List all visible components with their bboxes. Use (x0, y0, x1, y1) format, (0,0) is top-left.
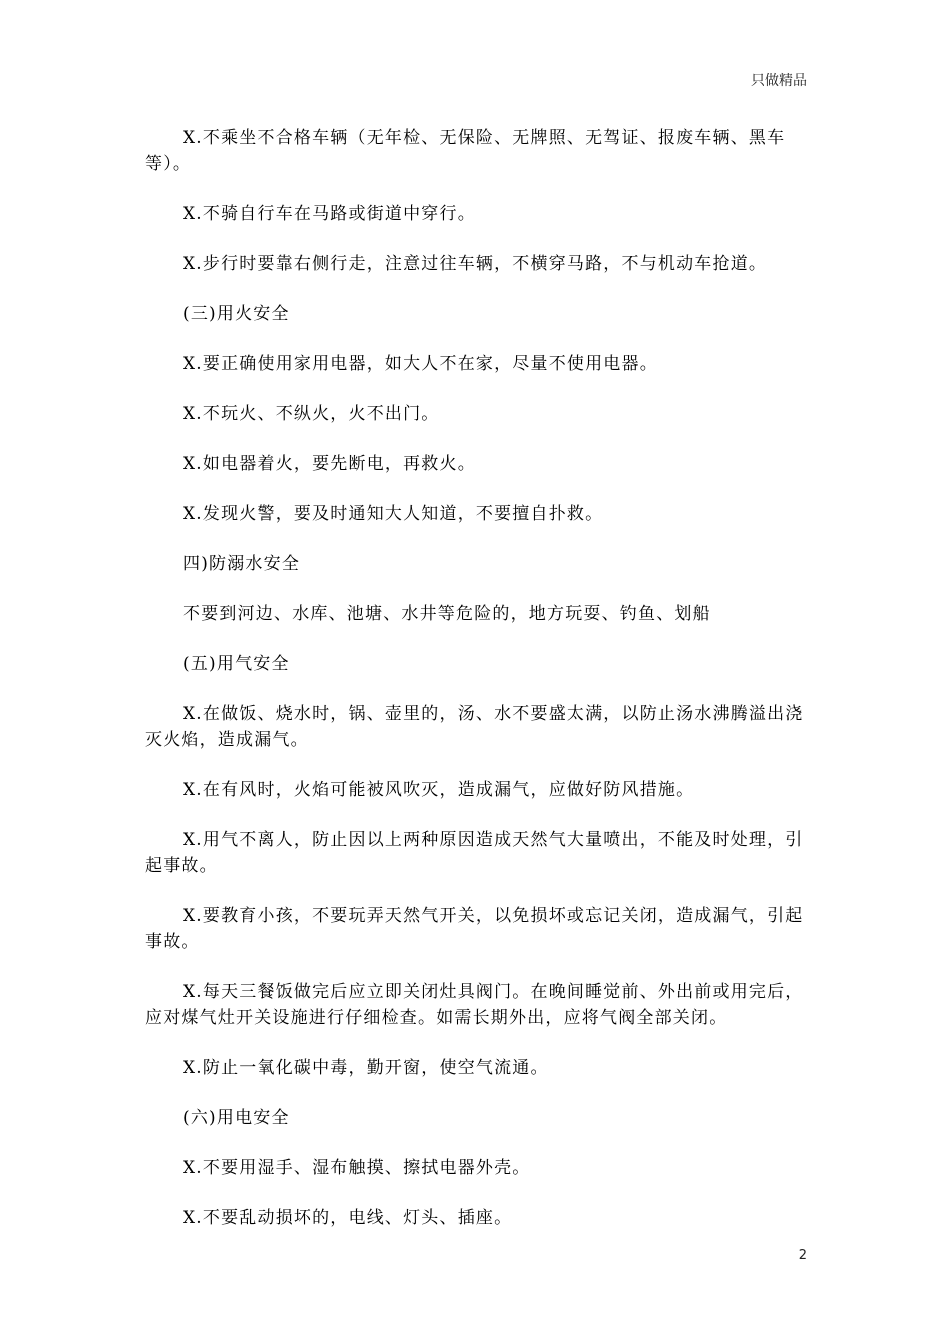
paragraph: X.不骑自行车在马路或街道中穿行。 (183, 204, 476, 224)
paragraph: X.步行时要靠右侧行走，注意过往车辆，不横穿马路，不与机动车抢道。 (183, 254, 768, 274)
paragraph: X.防止一氧化碳中毒，勤开窗，使空气流通。 (183, 1058, 549, 1078)
paragraph: X.每天三餐饭做完后应立即关闭灶具阀门。在晚间睡觉前、外出前或用完后，应对煤气灶开关设施进行仔细检查。如需长期外出，应将气阀全部关闭。 (145, 982, 804, 1028)
page-number: 2 (798, 1248, 807, 1263)
section-heading: (六)用电安全 (183, 1108, 290, 1128)
paragraph: X.如电器着火，要先断电，再救火。 (183, 454, 476, 474)
paragraph: X.不乘坐不合格车辆（无年检、无保险、无牌照、无驾证、报废车辆、黑车等）。 (145, 128, 786, 174)
paragraph: X.用气不离人，防止因以上两种原因造成天然气大量喷出，不能及时处理，引起事故。 (145, 830, 804, 876)
paragraph: X.在有风时，火焰可能被风吹灭，造成漏气，应做好防风措施。 (183, 780, 695, 800)
section-heading: (五)用气安全 (183, 654, 290, 674)
section-heading: (三)用火安全 (183, 304, 290, 324)
paragraph: X.发现火警，要及时通知大人知道，不要擅自扑救。 (183, 504, 604, 524)
paragraph: X.不玩火、不纵火，火不出门。 (183, 404, 440, 424)
paragraph: X.要正确使用家用电器，如大人不在家，尽量不使用电器。 (183, 354, 658, 374)
header-tag: 只做精品 (751, 73, 807, 89)
paragraph: X.不要乱动损坏的，电线、灯头、插座。 (183, 1208, 513, 1228)
section-heading: 四)防溺水安全 (183, 554, 301, 574)
paragraph: 不要到河边、水库、池塘、水井等危险的，地方玩耍、钓鱼、划船 (183, 604, 711, 624)
paragraph: X.不要用湿手、湿布触摸、擦拭电器外壳。 (183, 1158, 531, 1178)
paragraph: X.在做饭、烧水时，锅、壶里的，汤、水不要盛太满，以防止汤水沸腾溢出浇灭火焰，造成漏气。 (145, 704, 804, 750)
document-body (145, 125, 813, 1255)
paragraph: X.要教育小孩，不要玩弄天然气开关，以免损坏或忘记关闭，造成漏气，引起事故。 (145, 906, 804, 952)
